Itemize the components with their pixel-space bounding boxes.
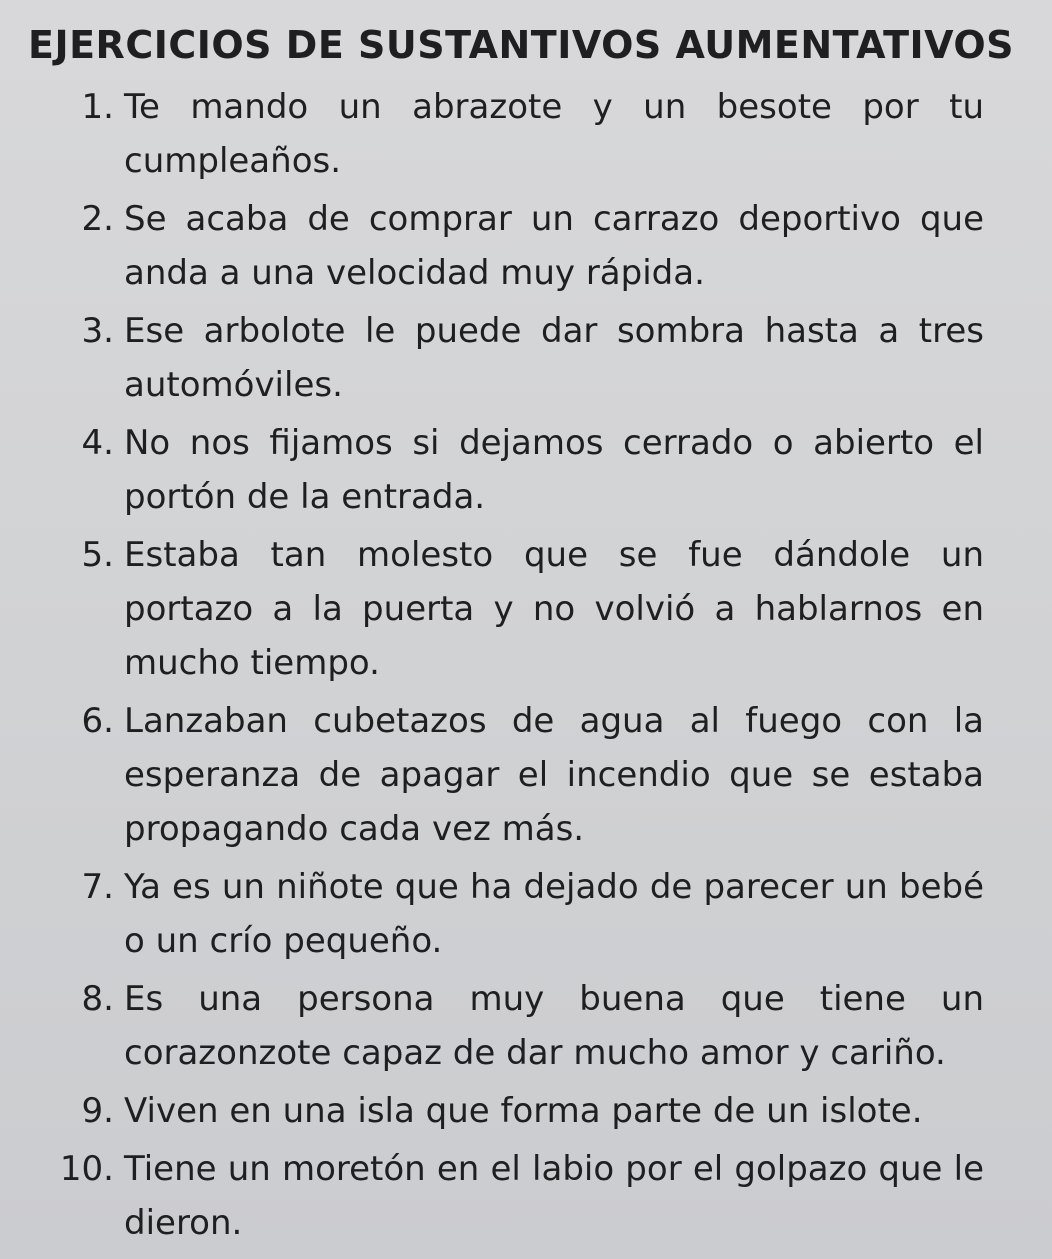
exercise-number: 5. — [81, 535, 114, 575]
exercise-item — [28, 304, 1024, 412]
exercise-item — [28, 1142, 1024, 1250]
exercise-number: 2. — [81, 199, 114, 239]
exercise-number: 7. — [81, 867, 114, 907]
worksheet-title: EJERCICIOS DE SUSTANTIVOS AUMENTATIVOS — [28, 23, 1015, 67]
exercise-number: 8. — [81, 979, 114, 1019]
exercise-sentence: Estaba tan molesto que se fue dándole un portazo a la puerta y no volvió a hablarnos en mucho tiempo. — [124, 535, 984, 683]
exercise-item — [28, 528, 1024, 690]
exercise-item — [28, 860, 1024, 968]
exercise-number: 4. — [81, 423, 114, 463]
exercise-sentence: Tiene un moretón en el labio por el golpazo que le dieron. — [124, 1149, 984, 1243]
exercise-item — [28, 80, 1024, 188]
exercise-number: 3. — [81, 311, 114, 351]
exercise-number: 6. — [81, 701, 114, 741]
exercise-number: 10. — [59, 1149, 114, 1189]
exercise-sentence: Se acaba de comprar un carrazo deportivo que anda a una velocidad muy rápida. — [124, 199, 984, 293]
exercise-sentence: Ya es un niñote que ha dejado de parecer un bebé o un crío pequeño. — [124, 867, 984, 961]
exercise-sentence: Viven en una isla que forma parte de un islote. — [124, 1091, 923, 1131]
exercise-item — [28, 1084, 1024, 1138]
exercise-list — [28, 80, 1024, 1250]
exercise-sentence: Te mando un abrazote y un besote por tu cumpleaños. — [124, 87, 984, 181]
exercise-sentence: Es una persona muy buena que tiene un corazonzote capaz de dar mucho amor y cariño. — [124, 979, 984, 1073]
exercise-sentence: No nos fijamos si dejamos cerrado o abierto el portón de la entrada. — [124, 423, 984, 517]
exercise-item — [28, 416, 1024, 524]
exercise-number: 9. — [81, 1091, 114, 1131]
exercise-sentence: Ese arbolote le puede dar sombra hasta a tres automóviles. — [124, 311, 984, 405]
exercise-item — [28, 972, 1024, 1080]
exercise-sentence: Lanzaban cubetazos de agua al fuego con la esperanza de apagar el incendio que se estaba propagando cada vez más. — [124, 701, 984, 849]
exercise-item — [28, 192, 1024, 300]
exercise-number: 1. — [81, 87, 114, 127]
exercise-item — [28, 694, 1024, 856]
